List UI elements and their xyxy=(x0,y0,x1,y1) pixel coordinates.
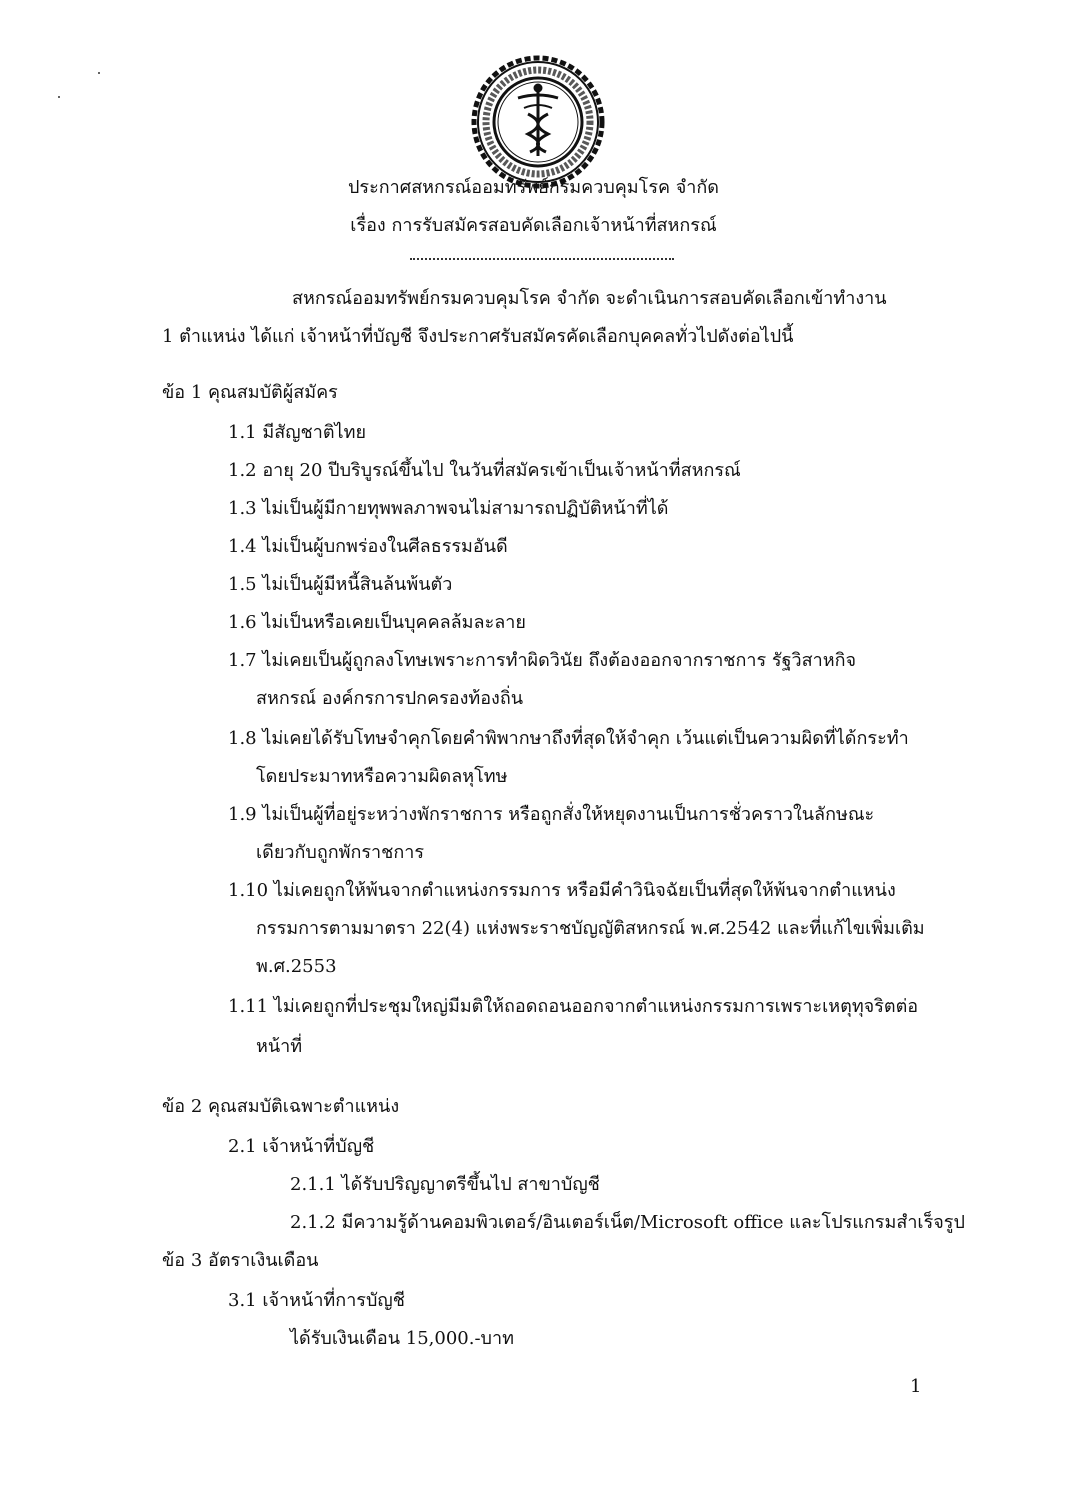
qualification-item: 1.11 ไม่เคยถูกที่ประชุมใหญ่มีมติให้ถอดถอนออกจากตำแหน่งกรรมการเพราะเหตุทุจริตต่อ xyxy=(228,996,919,1017)
dotted-divider xyxy=(410,258,674,260)
scan-speck xyxy=(98,72,100,74)
qualification-item: 1.3 ไม่เป็นผู้มีกายทุพพลภาพจนไม่สามารถปฏิบัติหน้าที่ได้ xyxy=(228,498,669,519)
salary-position: 3.1 เจ้าหน้าที่การบัญชี xyxy=(228,1290,405,1311)
qualification-item: 1.9 ไม่เป็นผู้ที่อยู่ระหว่างพักราชการ หรือถูกสั่งให้หยุดงานเป็นการชั่วคราวในลักษณะ xyxy=(228,804,875,825)
qualification-item-continued: กรรมการตามมาตรา 22(4) แห่งพระราชบัญญัติสหกรณ์ พ.ศ.2542 และที่แก้ไขเพิ่มเติม xyxy=(256,918,925,939)
salary-amount: ได้รับเงินเดือน 15,000.-บาท xyxy=(290,1328,514,1349)
qualification-item: 1.7 ไม่เคยเป็นผู้ถูกลงโทษเพราะการทำผิดวินัย ถึงต้องออกจากราชการ รัฐวิสาหกิจ xyxy=(228,650,857,671)
qualification-item-continued: เดียวกับถูกพักราชการ xyxy=(256,842,425,863)
cooperative-seal-logo xyxy=(468,52,608,192)
position-qualification: 2.1.1 ได้รับปริญญาตรีขึ้นไป สาขาบัญชี xyxy=(290,1174,600,1195)
section-3-heading: ข้อ 3 อัตราเงินเดือน xyxy=(162,1250,319,1271)
qualification-item: 1.1 มีสัญชาติไทย xyxy=(228,422,367,443)
scan-speck xyxy=(58,96,60,98)
position-qualification: 2.1.2 มีความรู้ด้านคอมพิวเตอร์/อินเตอร์เน็ต/Microsoft office และโปรแกรมสำเร็จรูป xyxy=(290,1212,965,1233)
intro-line-2: 1 ตำแหน่ง ได้แก่ เจ้าหน้าที่บัญชี จึงประกาศรับสมัครคัดเลือกบุคคลทั่วไปดังต่อไปนี้ xyxy=(162,326,794,347)
section-2-heading: ข้อ 2 คุณสมบัติเฉพาะตำแหน่ง xyxy=(162,1096,400,1117)
position-heading: 2.1 เจ้าหน้าที่บัญชี xyxy=(228,1136,375,1157)
page-number: 1 xyxy=(910,1376,922,1397)
qualification-item: 1.2 อายุ 20 ปีบริบูรณ์ขึ้นไป ในวันที่สมัครเข้าเป็นเจ้าหน้าที่สหกรณ์ xyxy=(228,460,741,481)
qualification-item-continued: พ.ศ.2553 xyxy=(256,956,337,977)
qualification-item: 1.4 ไม่เป็นผู้บกพร่องในศีลธรรมอันดี xyxy=(228,536,508,557)
qualification-item: 1.8 ไม่เคยได้รับโทษจำคุกโดยคำพิพากษาถึงที่สุดให้จำคุก เว้นแต่เป็นความผิดที่ได้กระทำ xyxy=(228,728,909,749)
qualification-item-continued: หน้าที่ xyxy=(256,1036,303,1057)
announcement-subject: เรื่อง การรับสมัครสอบคัดเลือกเจ้าหน้าที่สหกรณ์ xyxy=(350,215,717,236)
qualification-item: 1.5 ไม่เป็นผู้มีหนี้สินล้นพ้นตัว xyxy=(228,574,453,595)
qualification-item-continued: โดยประมาทหรือความผิดลหุโทษ xyxy=(256,766,508,787)
announcement-title: ประกาศสหกรณ์ออมทรัพย์กรมควบคุมโรค จำกัด xyxy=(348,177,719,198)
qualification-item-continued: สหกรณ์ องค์กรการปกครองท้องถิ่น xyxy=(256,688,524,709)
qualification-item: 1.6 ไม่เป็นหรือเคยเป็นบุคคลล้มละลาย xyxy=(228,612,526,633)
section-1-heading: ข้อ 1 คุณสมบัติผู้สมัคร xyxy=(162,382,338,403)
intro-line-1: สหกรณ์ออมทรัพย์กรมควบคุมโรค จำกัด จะดำเนินการสอบคัดเลือกเข้าทำงาน xyxy=(292,288,887,309)
qualification-item: 1.10 ไม่เคยถูกให้พ้นจากตำแหน่งกรรมการ หรือมีคำวินิจฉัยเป็นที่สุดให้พ้นจากตำแหน่ง xyxy=(228,880,896,901)
